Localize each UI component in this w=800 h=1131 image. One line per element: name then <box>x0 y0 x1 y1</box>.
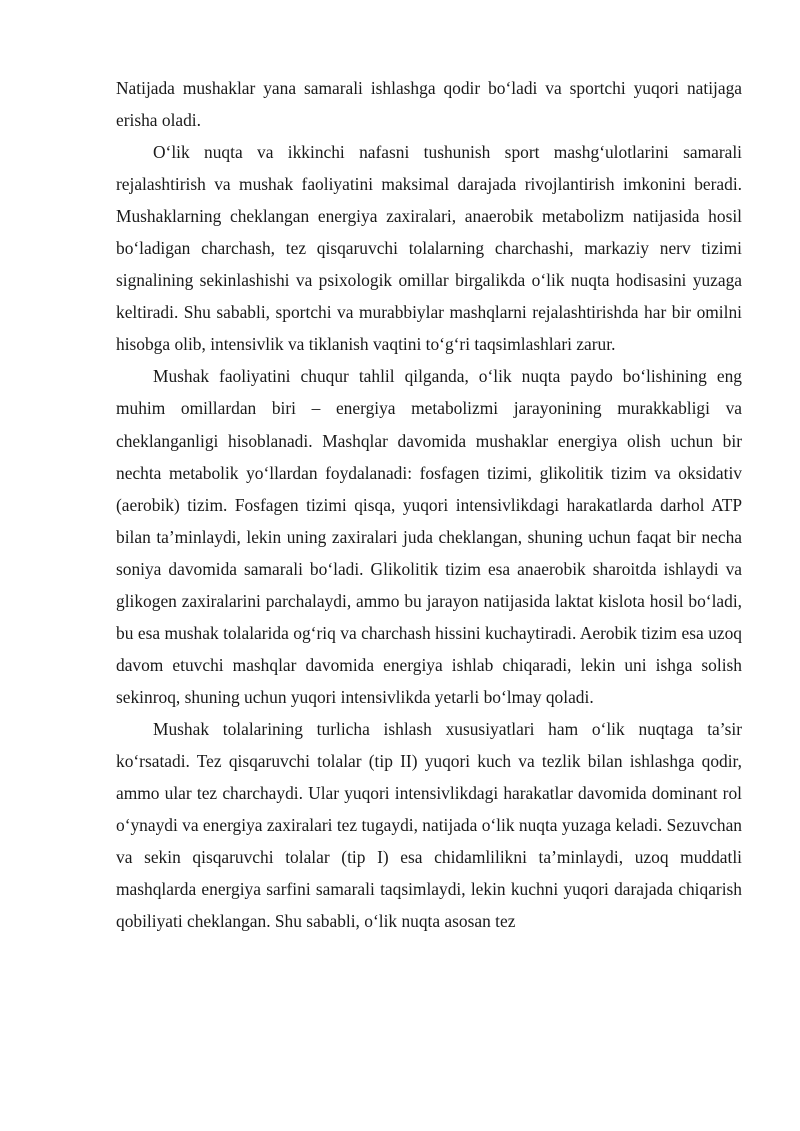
body-text <box>116 72 742 937</box>
paragraph-3: Mushak faoliyatini chuqur tahlil qilganda, o‘lik nuqta paydo bo‘lishining eng muhim omillardan biri – energiya metabolizmi jarayonining murakkabligi va cheklanganligi hisoblanadi. Mashqlar davomida mushaklar energiya olish uchun bir nechta metabolik yo‘llardan foydalanadi: fosfagen tizimi, glikolitik tizim va oksidativ (aerobik) tizim. Fosfagen tizimi qisqa, yuqori intensivlikdagi harakatlarda darhol ATP bilan ta’minlaydi, lekin uning zaxiralari juda cheklangan, shuning uchun faqat bir necha soniya davomida samarali bo‘ladi. Glikolitik tizim esa anaerobik sharoitda ishlaydi va glikogen zaxiralarini parchalaydi, ammo bu jarayon natijasida laktat kislota hosil bo‘ladi, bu esa mushak tolalarida og‘riq va charchash hissini kuchaytiradi. Aerobik tizim esa uzoq davom etuvchi mashqlar davomida energiya ishlab chiqaradi, lekin uni ishga solish sekinroq, shuning uchun yuqori intensivlikda yetarli bo‘lmay qoladi. <box>116 366 742 707</box>
paragraph-1: Natijada mushaklar yana samarali ishlashga qodir bo‘ladi va sportchi yuqori natijaga erisha oladi. <box>116 78 742 131</box>
paragraph-2: O‘lik nuqta va ikkinchi nafasni tushunish sport mashg‘ulotlarini samarali rejalashtirish va mushak faoliyatini maksimal darajada rivojlantirish imkonini beradi. Mushaklarning cheklangan energiya zaxiralari, anaerobik metabolizm natijasida hosil bo‘ladigan charchash, tez qisqaruvchi tolalarning charchashi, markaziy nerv tizimi signalining sekinlashishi va psixologik omillar birgalikda o‘lik nuqta hodisasini yuzaga keltiradi. Shu sababli, sportchi va murabbiylar mashqlarni rejalashtirishda har bir omilni hisobga olib, intensivlik va tiklanish vaqtini to‘g‘ri taqsimlashlari zarur. <box>116 142 742 355</box>
paragraph-4: Mushak tolalarining turlicha ishlash xususiyatlari ham o‘lik nuqtaga ta’sir ko‘rsatadi. Tez qisqaruvchi tolalar (tip II) yuqori kuch va tezlik bilan ishlashga qodir, ammo ular tez charchaydi. Ular yuqori intensivlikdagi harakatlar davomida dominant rol o‘ynaydi va energiya zaxiralari tez tugaydi, natijada o‘lik nuqta yuzaga keladi. Sezuvchan va sekin qisqaruvchi tolalar (tip I) esa chidamlilikni ta’minlaydi, uzoq muddatli mashqlarda energiya sarfini samarali taqsimlaydi, lekin kuchni yuqori darajada chiqarish qobiliyati cheklangan. Shu sababli, o‘lik nuqta asosan tez <box>116 718 742 932</box>
